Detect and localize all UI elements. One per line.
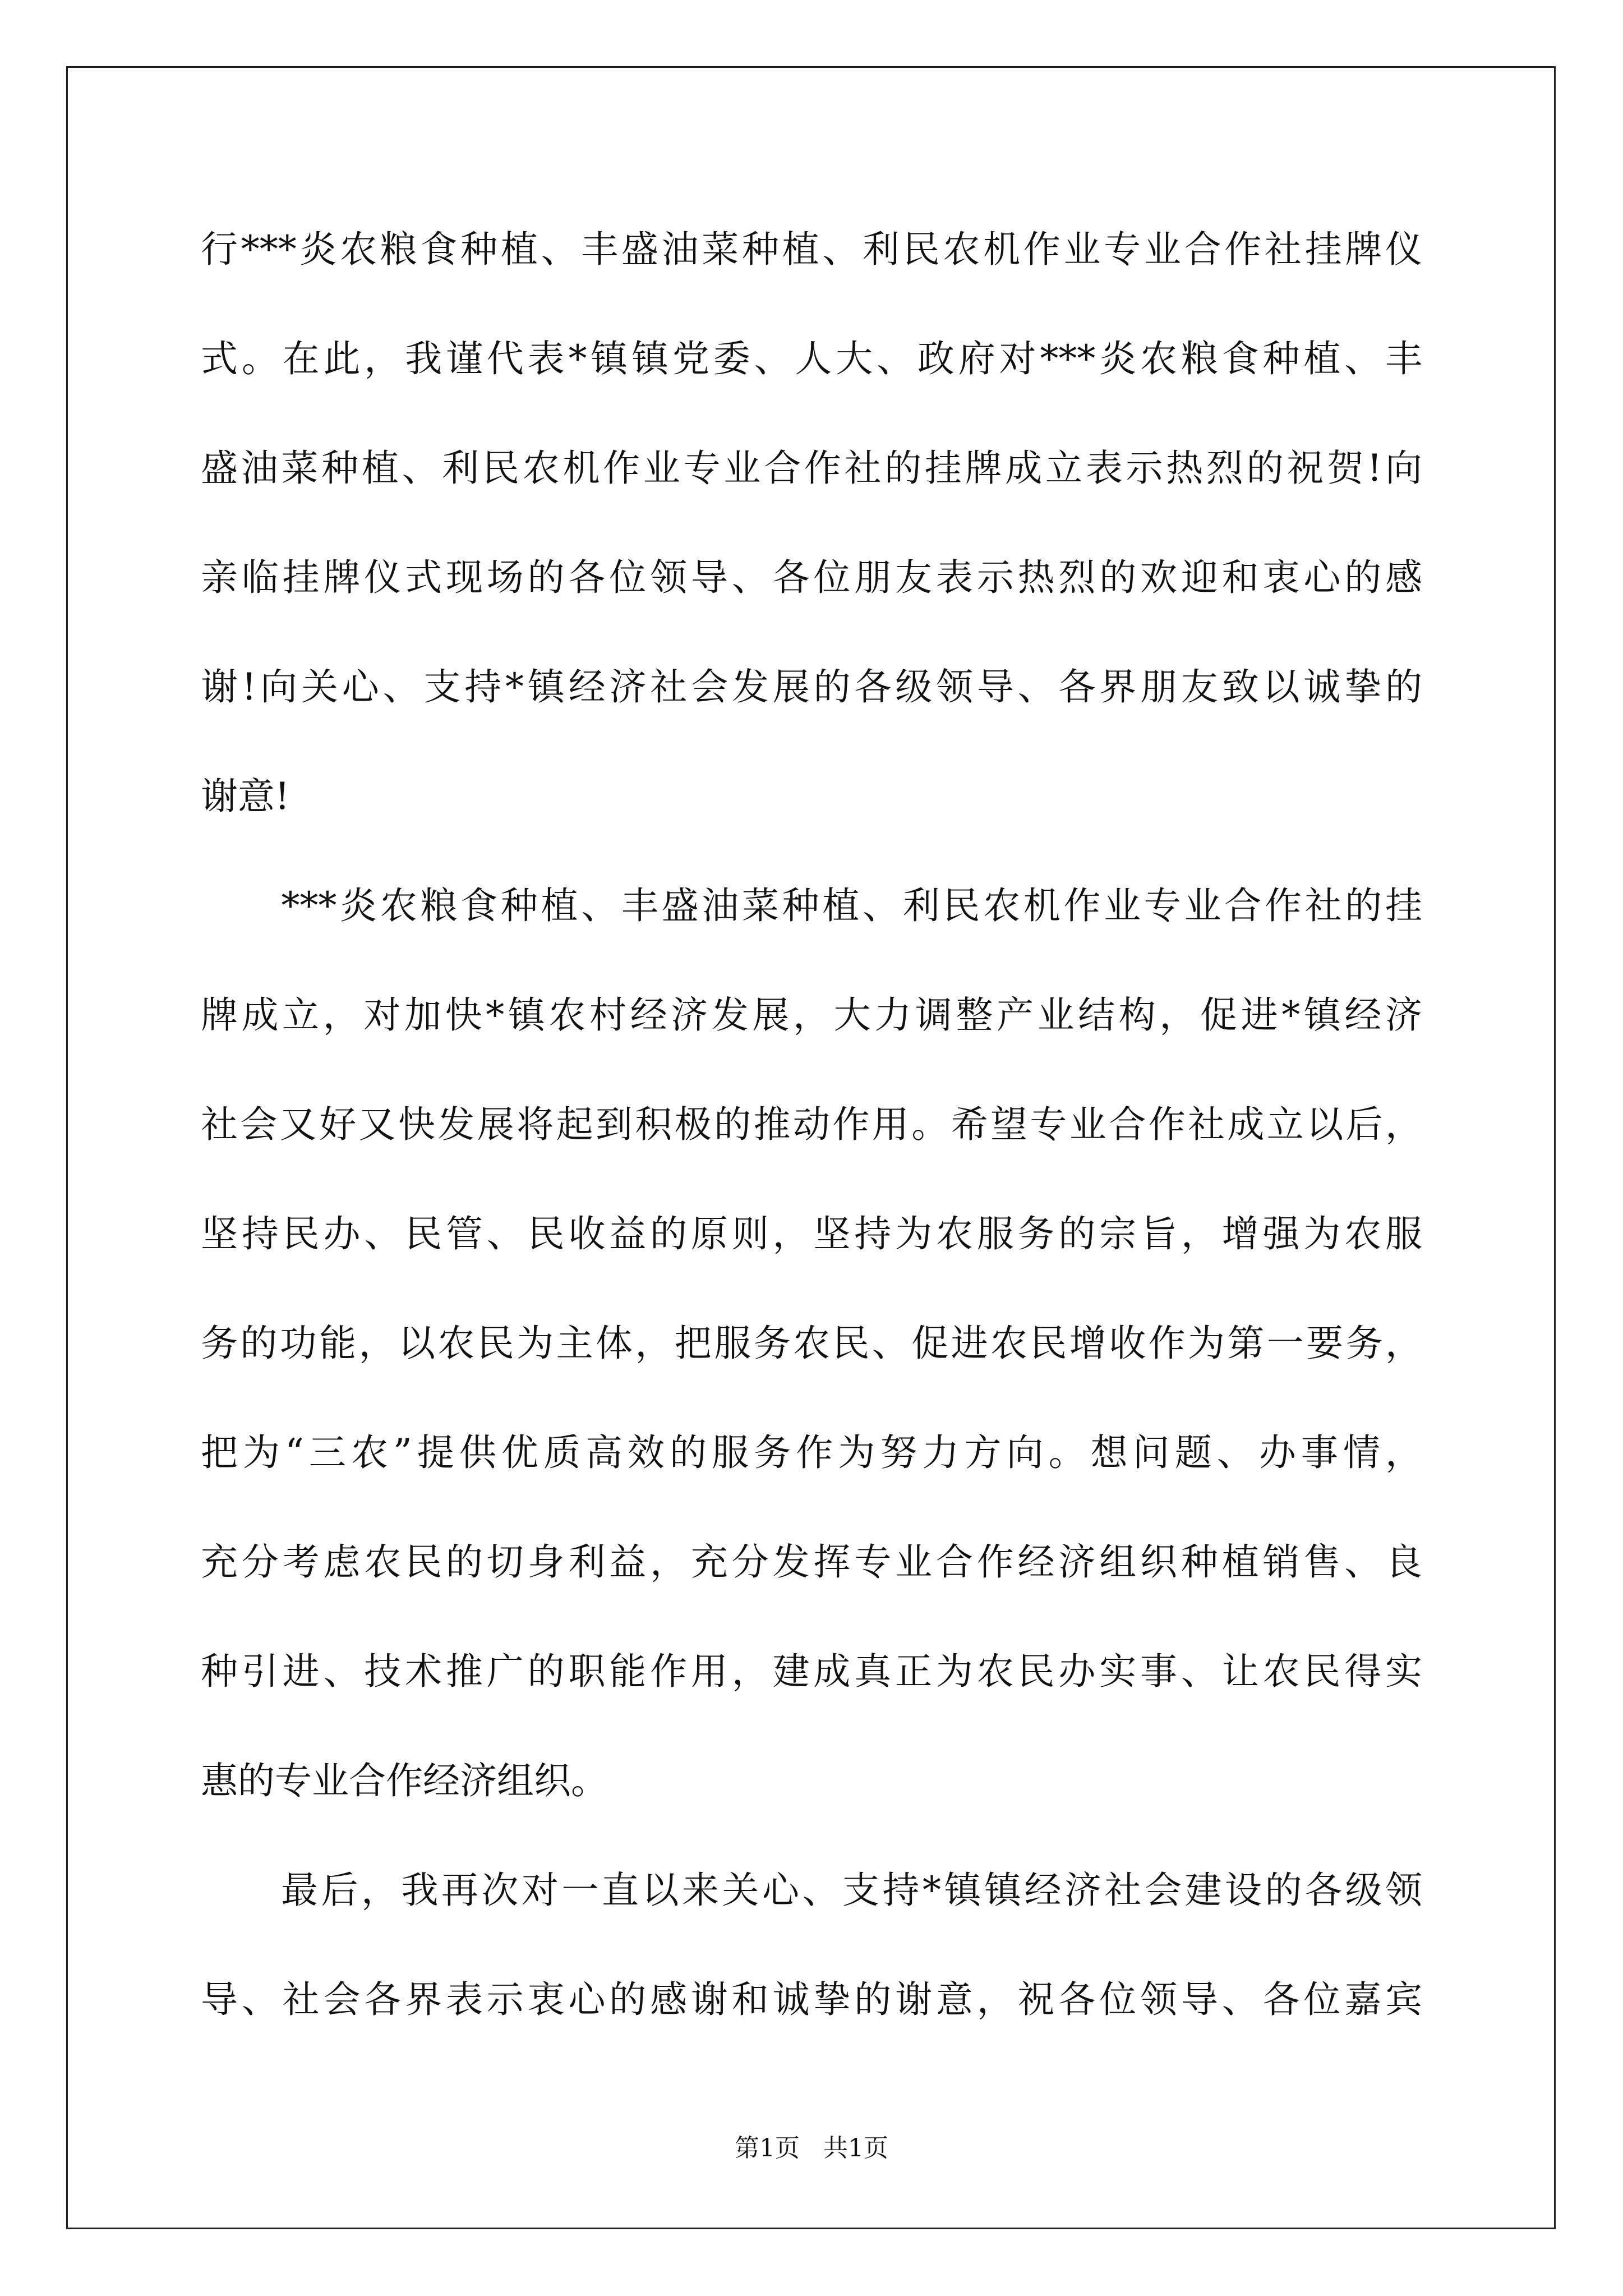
text-line: 最后，我再次对一直以来关心、支持*镇镇经济社会建设的各级领 xyxy=(201,1869,1422,1912)
text-line: 谢意! xyxy=(201,775,290,818)
page-number-total: 共1页 xyxy=(823,2134,888,2162)
text-line: 亲临挂牌仪式现场的各位领导、各位朋友表示热烈的欢迎和衷心的感 xyxy=(201,556,1422,599)
text-line: 坚持民办、民管、民收益的原则，坚持为农服务的宗旨，增强为农服 xyxy=(201,1212,1422,1255)
text-line: 盛油菜种植、利民农机作业专业合作社的挂牌成立表示热烈的祝贺!向 xyxy=(201,447,1422,490)
text-line: 式。在此，我谨代表*镇镇党委、人大、政府对***炎农粮食种植、丰 xyxy=(201,337,1422,380)
text-line: 把为“三农”提供优质高效的服务作为努力方向。想问题、办事情， xyxy=(201,1431,1422,1474)
text-line: 行***炎农粮食种植、丰盛油菜种植、利民农机作业专业合作社挂牌仪 xyxy=(201,228,1422,271)
text-line: 充分考虑农民的切身利益，充分发挥专业合作经济组织种植销售、良 xyxy=(201,1540,1422,1584)
page-footer xyxy=(0,2132,1623,2165)
text-line: 种引进、技术推广的职能作用，建成真正为农民办实事、让农民得实 xyxy=(201,1650,1422,1693)
text-line: 社会又好又快发展将起到积极的推动作用。希望专业合作社成立以后， xyxy=(201,1103,1422,1146)
text-line: ***炎农粮食种植、丰盛油菜种植、利民农机作业专业合作社的挂 xyxy=(201,884,1422,927)
text-line: 导、社会各界表示衷心的感谢和诚挚的谢意，祝各位领导、各位嘉宾 xyxy=(201,1978,1422,2021)
page-number-current: 第1页 xyxy=(735,2134,800,2162)
text-line: 务的功能，以农民为主体，把服务农民、促进农民增收作为第一要务， xyxy=(201,1322,1422,1365)
text-line: 谢!向关心、支持*镇经济社会发展的各级领导、各界朋友致以诚挚的 xyxy=(201,665,1422,708)
text-line: 牌成立，对加快*镇农村经济发展，大力调整产业结构，促进*镇经济 xyxy=(201,993,1422,1037)
text-line: 惠的专业合作经济组织。 xyxy=(201,1759,608,1802)
